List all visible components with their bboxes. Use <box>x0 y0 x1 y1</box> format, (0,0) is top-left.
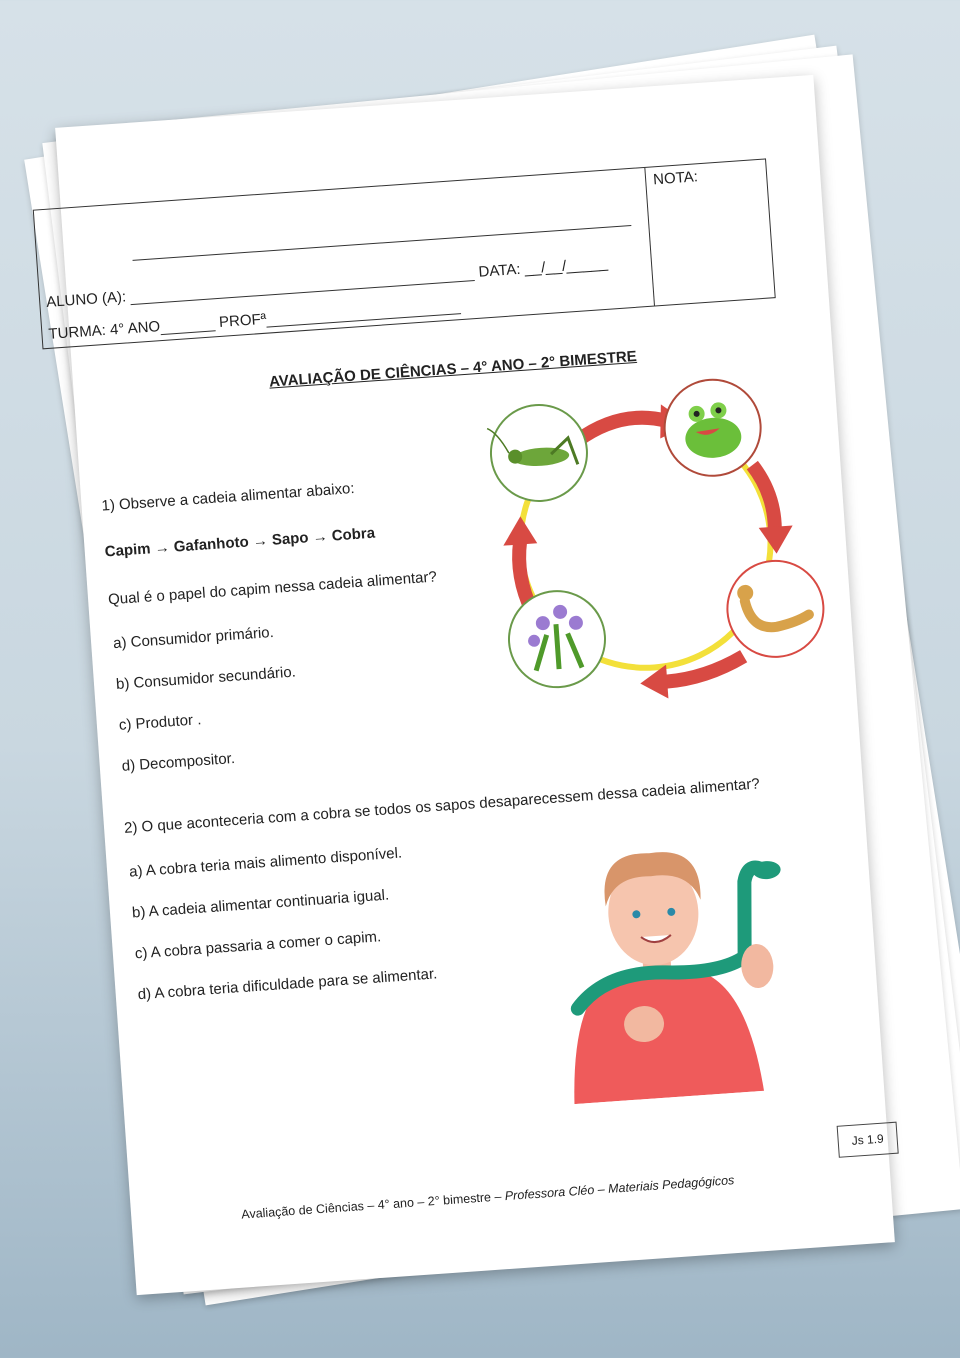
data-value[interactable]: __/__/_____ <box>523 254 609 278</box>
turma-label: TURMA: 4° ANO <box>47 318 161 343</box>
q2-option-b[interactable]: b) A cadeia alimentar continuaria igual. <box>131 886 390 922</box>
q2-option-a[interactable]: a) A cobra teria mais alimento disponível. <box>128 844 403 881</box>
q2-option-d[interactable]: d) A cobra teria dificuldade para se alimentar. <box>137 965 438 1004</box>
cycle-arrow-1 <box>577 416 668 440</box>
cycle-arrow-2 <box>752 464 775 530</box>
worksheet-page <box>45 75 895 1295</box>
q1-question: Qual é o papel do capim nessa cadeia alimentar? <box>107 568 438 609</box>
q1-chain: Capim → Gafanhoto → Sapo → Cobra <box>104 524 376 561</box>
aluno-field <box>46 255 609 311</box>
footer-italic: Professora Cléo – Materiais Pedagógicos <box>504 1173 735 1204</box>
q1-option-b[interactable]: b) Consumidor secundário. <box>115 663 297 694</box>
student-info-box <box>33 158 776 349</box>
q2-option-c[interactable]: c) A cobra passaria a comer o capim. <box>134 928 382 963</box>
cycle-arrow-3 <box>664 656 745 682</box>
prof-label: PROFª <box>218 310 267 331</box>
q1-option-a[interactable]: a) Consumidor primário. <box>112 623 275 653</box>
page-footer <box>241 1173 735 1221</box>
boy-with-snake-illustration <box>536 819 805 1111</box>
turma-line[interactable] <box>160 316 216 335</box>
q1-prompt: 1) Observe a cadeia alimentar abaixo: <box>101 479 356 515</box>
version-badge: Js 1.9 <box>837 1122 899 1158</box>
prof-line[interactable] <box>266 299 462 328</box>
snake-icon <box>724 558 826 660</box>
nota-divider <box>644 168 655 306</box>
name-line-top <box>132 211 632 261</box>
frog-icon <box>661 377 763 479</box>
data-label: DATA: <box>477 260 522 281</box>
aluno-label: ALUNO (A): <box>45 288 127 311</box>
food-chain-cycle-diagram <box>454 366 836 725</box>
cycle-arrow-4-head <box>501 515 537 545</box>
q1-option-c[interactable]: c) Produtor . <box>118 711 202 734</box>
grasshopper-icon <box>486 402 590 505</box>
q1-option-d[interactable]: d) Decompositor. <box>121 749 236 775</box>
q2-question: 2) O que aconteceria com a cobra se todos os sapos desaparecessem dessa cadeia alimentar? <box>123 775 761 837</box>
page-title: AVALIAÇÃO DE CIÊNCIAS – 4° ANO – 2° BIMESTRE <box>268 347 638 391</box>
footer-main: Avaliação de Ciências – 4° ano – 2° bimestre – <box>240 1189 506 1222</box>
cycle-arrow-2-head <box>759 525 795 554</box>
nota-label: NOTA: <box>652 168 699 189</box>
